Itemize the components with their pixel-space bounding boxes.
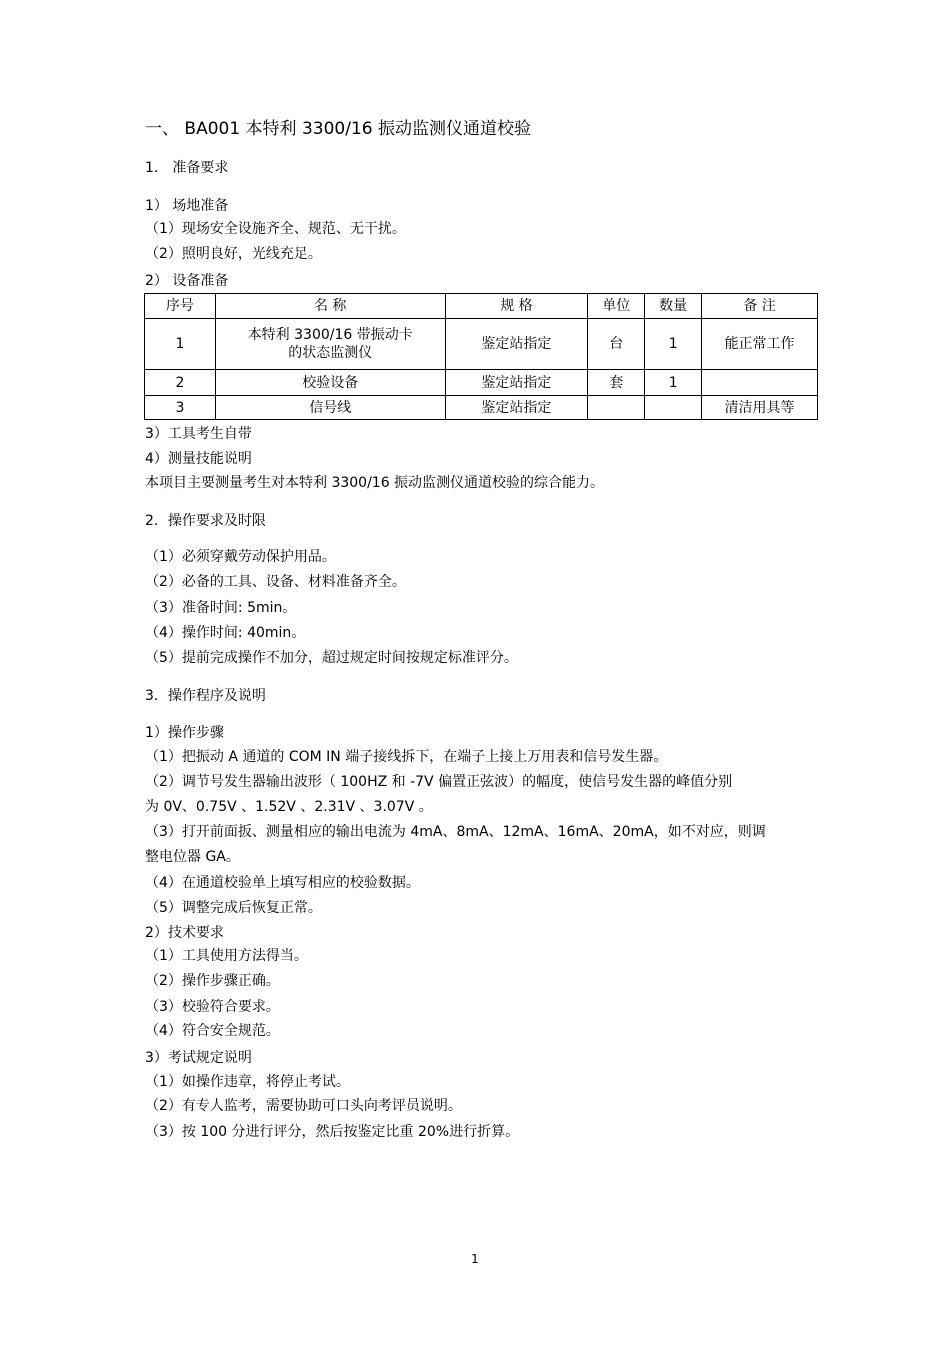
table-cell: 2 <box>145 370 216 396</box>
equipment-prep-heading: 2） 设备准备 <box>145 273 229 289</box>
table-cell: 1 <box>645 319 702 370</box>
cell-line: 的状态监测仪 <box>288 345 373 361</box>
table-cell: 鉴定站指定 <box>445 370 588 396</box>
exam-item: （1）如操作违章，将停止考试。 <box>145 1074 350 1090</box>
tech-heading: 2）技术要求 <box>145 925 224 941</box>
table-cell: 3 <box>145 396 216 420</box>
step-item: （1）把振动 A 通道的 COM IN 端子接线拆下，在端子上接上万用表和信号发生器。 <box>145 749 668 765</box>
requirement-item: （4）操作时间: 40min。 <box>145 625 306 641</box>
page-number: 1 <box>471 1252 479 1266</box>
table-cell: 台 <box>588 319 645 370</box>
requirement-item: （2）必备的工具、设备、材料准备齐全。 <box>145 574 406 590</box>
requirement-item: （1）必须穿戴劳动保护用品。 <box>145 549 336 565</box>
table-cell <box>588 396 645 420</box>
table-cell: 套 <box>588 370 645 396</box>
table-cell: 能正常工作 <box>702 319 818 370</box>
step-item-cont: 整电位器 GA。 <box>145 849 240 865</box>
table-row <box>145 370 818 396</box>
header-cell: 备 注 <box>702 294 818 319</box>
requirement-item: （3）准备时间: 5min。 <box>145 600 297 616</box>
section-2-heading: 2．操作要求及时限 <box>145 513 266 529</box>
tech-item: （3）校验符合要求。 <box>145 999 280 1015</box>
tech-item: （4）符合安全规范。 <box>145 1023 280 1039</box>
requirement-item: （5）提前完成操作不加分，超过规定时间按规定标准评分。 <box>145 650 518 666</box>
step-item: （4）在通道校验单上填写相应的校验数据。 <box>145 875 420 891</box>
step-item: （3）打开前面扳、测量相应的输出电流为 4mA、8mA、12mA、16mA、20mA，如不对应，则调 <box>145 824 766 840</box>
table-cell: 鉴定站指定 <box>445 319 588 370</box>
table-cell <box>702 370 818 396</box>
header-cell: 名 称 <box>215 294 445 319</box>
exam-heading: 3）考试规定说明 <box>145 1050 252 1066</box>
table-cell: 1 <box>645 370 702 396</box>
skill-heading: 4）测量技能说明 <box>145 451 252 467</box>
section-1-heading: 1． 准备要求 <box>145 160 229 176</box>
tech-item: （2）操作步骤正确。 <box>145 973 280 989</box>
document-title: 一、 BA001 本特利 3300/16 振动监测仪通道校验 <box>145 119 531 139</box>
table-row <box>145 319 818 370</box>
table-cell: 信号线 <box>215 396 445 420</box>
exam-item: （3）按 100 分进行评分，然后按鉴定比重 20%进行折算。 <box>145 1124 520 1140</box>
equipment-table <box>144 293 818 420</box>
header-cell: 规 格 <box>445 294 588 319</box>
section-3-heading: 3．操作程序及说明 <box>145 688 266 704</box>
step-item: （2）调节号发生器输出波形（ 100HZ 和 -7V 偏置正弦波）的幅度，使信号发生器的峰值分别 <box>145 774 733 790</box>
site-prep-heading: 1） 场地准备 <box>145 198 229 214</box>
header-cell: 数量 <box>645 294 702 319</box>
step-item-cont: 为 0V、0.75V 、1.52V 、2.31V 、3.07V 。 <box>145 799 433 815</box>
tools-note: 3）工具考生自带 <box>145 426 252 442</box>
cell-line: 本特利 3300/16 带振动卡 <box>247 327 413 343</box>
table-cell <box>215 319 445 370</box>
table-cell: 清洁用具等 <box>702 396 818 420</box>
step-item: （5）调整完成后恢复正常。 <box>145 900 322 916</box>
table-cell <box>645 396 702 420</box>
site-prep-item-1: （1）现场安全设施齐全、规范、无干扰。 <box>145 221 406 237</box>
header-cell: 序号 <box>145 294 216 319</box>
exam-item: （2）有专人监考，需要协助可口头向考评员说明。 <box>145 1098 462 1114</box>
tech-item: （1）工具使用方法得当。 <box>145 948 308 964</box>
skill-description: 本项目主要测量考生对本特利 3300/16 振动监测仪通道校验的综合能力。 <box>145 475 605 491</box>
header-cell: 单位 <box>588 294 645 319</box>
table-cell: 鉴定站指定 <box>445 396 588 420</box>
table-cell: 1 <box>145 319 216 370</box>
site-prep-item-2: （2）照明良好，光线充足。 <box>145 246 322 262</box>
steps-heading: 1）操作步骤 <box>145 725 224 741</box>
table-row <box>145 396 818 420</box>
table-cell: 校验设备 <box>215 370 445 396</box>
table-header-row <box>145 294 818 319</box>
